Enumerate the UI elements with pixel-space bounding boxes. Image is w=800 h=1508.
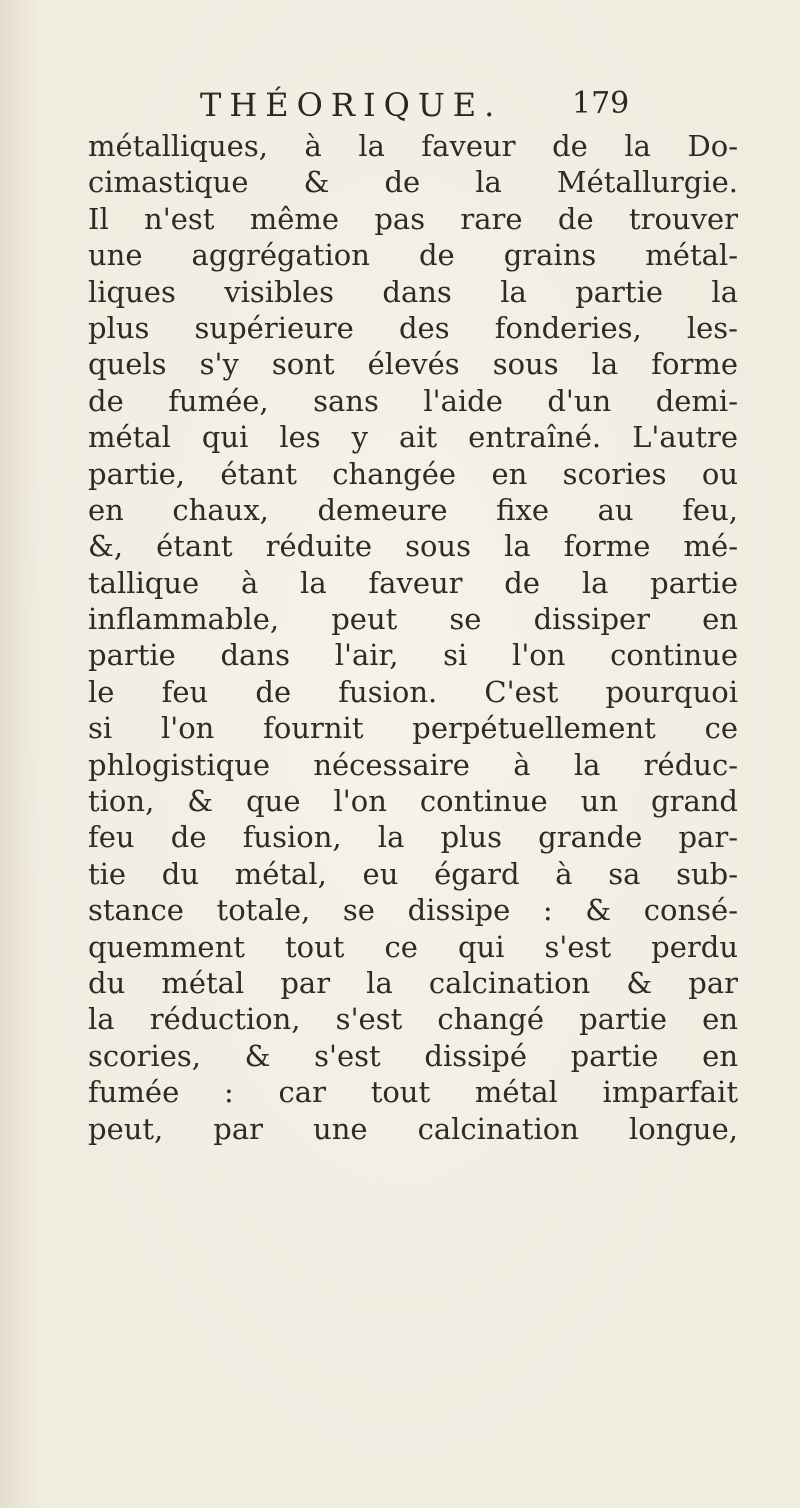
text-line: stance totale, se dissipe : & consé- <box>88 893 738 928</box>
text-line: en chaux, demeure fixe au feu, <box>88 492 738 527</box>
text-line: plus supérieure des fonderies, les- <box>88 310 738 345</box>
text-line: feu de fusion, la plus grande par- <box>88 820 738 855</box>
text-line: si l'on fournit perpétuellement ce <box>88 711 738 746</box>
running-title: THÉORIQUE. <box>200 86 503 124</box>
text-line: partie, étant changée en scories ou <box>88 456 738 491</box>
text-line: scories, & s'est dissipé partie en <box>88 1038 738 1073</box>
text-line: Il n'est même pas rare de trouver <box>88 201 738 236</box>
text-line: phlogistique nécessaire à la réduc- <box>88 747 738 782</box>
page-number: 179 <box>572 86 630 121</box>
text-line: quels s'y sont élevés sous la forme <box>88 347 738 382</box>
text-line: la réduction, s'est changé partie en <box>88 1002 738 1037</box>
text-line: fumée : car tout métal imparfait <box>88 1075 738 1110</box>
text-line: une aggrégation de grains métal- <box>88 238 738 273</box>
body-text <box>88 128 738 1147</box>
text-line: quemment tout ce qui s'est perdu <box>88 929 738 964</box>
text-line: du métal par la calcination & par <box>88 965 738 1000</box>
text-line: tallique à la faveur de la partie <box>88 565 738 600</box>
text-line: inflammable, peut se dissiper en <box>88 602 738 637</box>
page-header <box>0 86 800 126</box>
text-line: liques visibles dans la partie la <box>88 274 738 309</box>
text-line: de fumée, sans l'aide d'un demi- <box>88 383 738 418</box>
text-line: peut, par une calcination longue, <box>88 1111 738 1146</box>
text-line: cimastique & de la Métallurgie. <box>88 165 738 200</box>
text-line: partie dans l'air, si l'on continue <box>88 638 738 673</box>
text-line: métal qui les y ait entraîné. L'autre <box>88 420 738 455</box>
text-line: tie du métal, eu égard à sa sub- <box>88 856 738 891</box>
text-line: tion, & que l'on continue un grand <box>88 784 738 819</box>
text-line: &, étant réduite sous la forme mé- <box>88 529 738 564</box>
text-line: métalliques, à la faveur de la Do- <box>88 129 738 163</box>
text-line: le feu de fusion. C'est pourquoi <box>88 674 738 709</box>
